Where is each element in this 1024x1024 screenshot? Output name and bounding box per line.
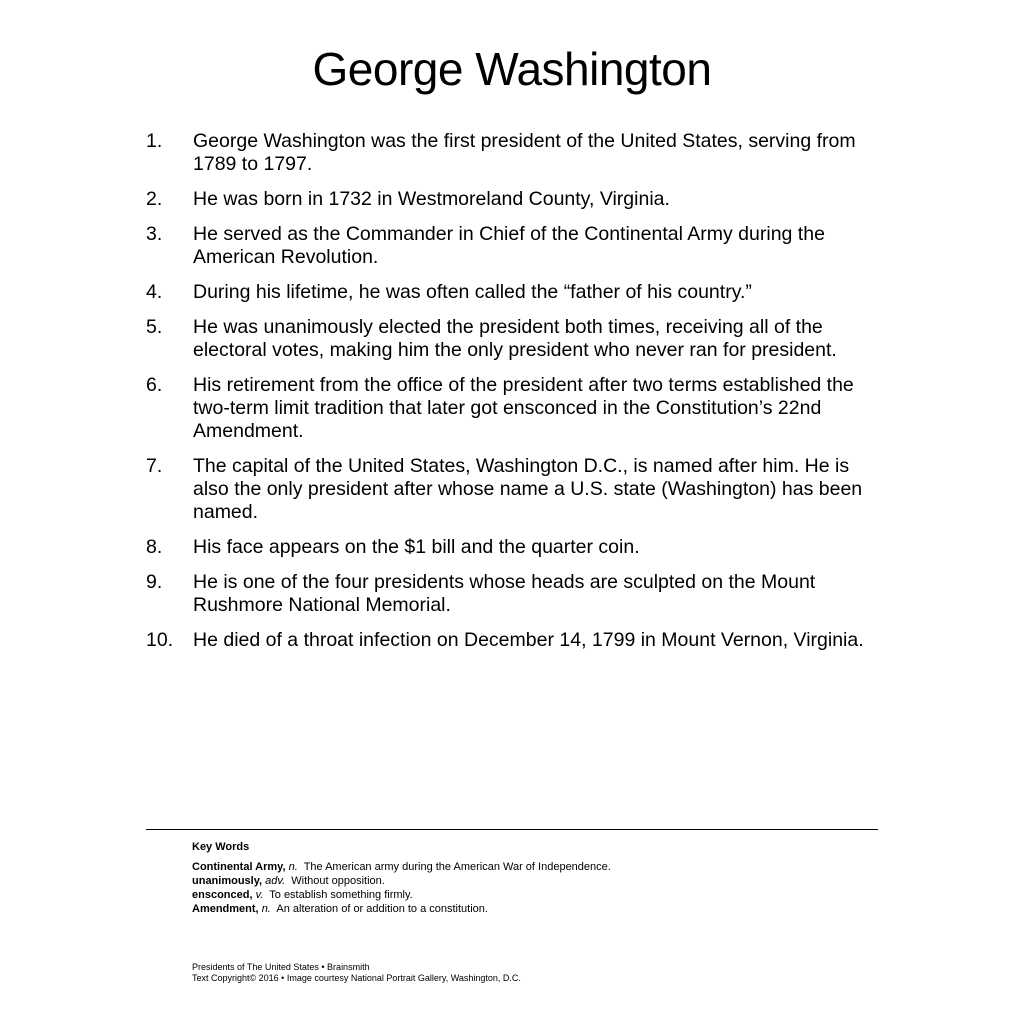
item-number: 4. [146, 281, 163, 303]
item-number: 3. [146, 223, 163, 245]
key-word-entry [192, 902, 872, 916]
key-words-heading: Key Words [192, 841, 250, 853]
item-number: 8. [146, 536, 163, 558]
list-item [146, 374, 886, 443]
key-word-entry [192, 888, 872, 902]
fact-list [146, 130, 886, 664]
item-text: During his lifetime, he was often called the “father of his country.” [193, 281, 752, 303]
page-title: George Washington [312, 43, 712, 95]
item-text: His retirement from the office of the president after two terms established the two-term limit tradition that later got ensconced in the Constitution’s 22nd Amendment. [193, 374, 854, 442]
key-word-entry [192, 860, 872, 874]
key-words-section [192, 840, 872, 916]
footer [192, 962, 872, 984]
item-number: 7. [146, 455, 163, 477]
item-text: He was unanimously elected the president both times, receiving all of the electoral votes, making him the only president who never ran for president. [193, 316, 837, 361]
key-word-term: unanimously, [192, 875, 263, 887]
item-number: 6. [146, 374, 163, 396]
list-item [146, 571, 886, 617]
key-word-definition: The American army during the American War of Independence. [303, 861, 611, 873]
list-item [146, 188, 886, 211]
item-text: He was born in 1732 in Westmoreland County, Virginia. [193, 188, 670, 210]
list-item [146, 130, 886, 176]
list-item [146, 536, 886, 559]
key-word-pos: n. [261, 903, 271, 915]
key-word-pos: adv. [265, 875, 286, 887]
item-number: 10. [146, 629, 174, 651]
item-text: He is one of the four presidents whose heads are sculpted on the Mount Rushmore National Memorial. [193, 571, 816, 616]
key-word-term: ensconced, [192, 889, 253, 901]
list-item [146, 223, 886, 269]
key-word-pos: v. [255, 889, 264, 901]
list-item [146, 316, 886, 362]
item-text: The capital of the United States, Washington D.C., is named after him. He is also the only president after whose name a U.S. state (Washington) has been named. [193, 455, 863, 523]
item-number: 5. [146, 316, 163, 338]
list-item [146, 281, 886, 304]
key-word-definition: An alteration of or addition to a constitution. [276, 903, 488, 915]
item-text: His face appears on the $1 bill and the quarter coin. [193, 536, 640, 558]
key-word-term: Continental Army, [192, 861, 286, 873]
key-word-pos: n. [288, 861, 298, 873]
item-text: He died of a throat infection on December 14, 1799 in Mount Vernon, Virginia. [193, 629, 864, 651]
footer-copyright-line: Text Copyright© 2016 • Image courtesy National Portrait Gallery, Washington, D.C. [192, 973, 521, 983]
item-number: 2. [146, 188, 163, 210]
list-item [146, 629, 886, 652]
item-text: He served as the Commander in Chief of the Continental Army during the American Revolution. [193, 223, 825, 268]
item-text: George Washington was the first president of the United States, serving from 1789 to 1797. [193, 130, 856, 175]
item-number: 9. [146, 571, 163, 593]
footer-series-line: Presidents of The United States • Brainsmith [192, 962, 370, 972]
key-word-definition: To establish something firmly. [269, 889, 413, 901]
key-word-term: Amendment, [192, 903, 259, 915]
list-item [146, 455, 886, 524]
key-word-definition: Without opposition. [291, 875, 385, 887]
divider [146, 829, 878, 830]
item-number: 1. [146, 130, 163, 152]
key-word-entry [192, 874, 872, 888]
